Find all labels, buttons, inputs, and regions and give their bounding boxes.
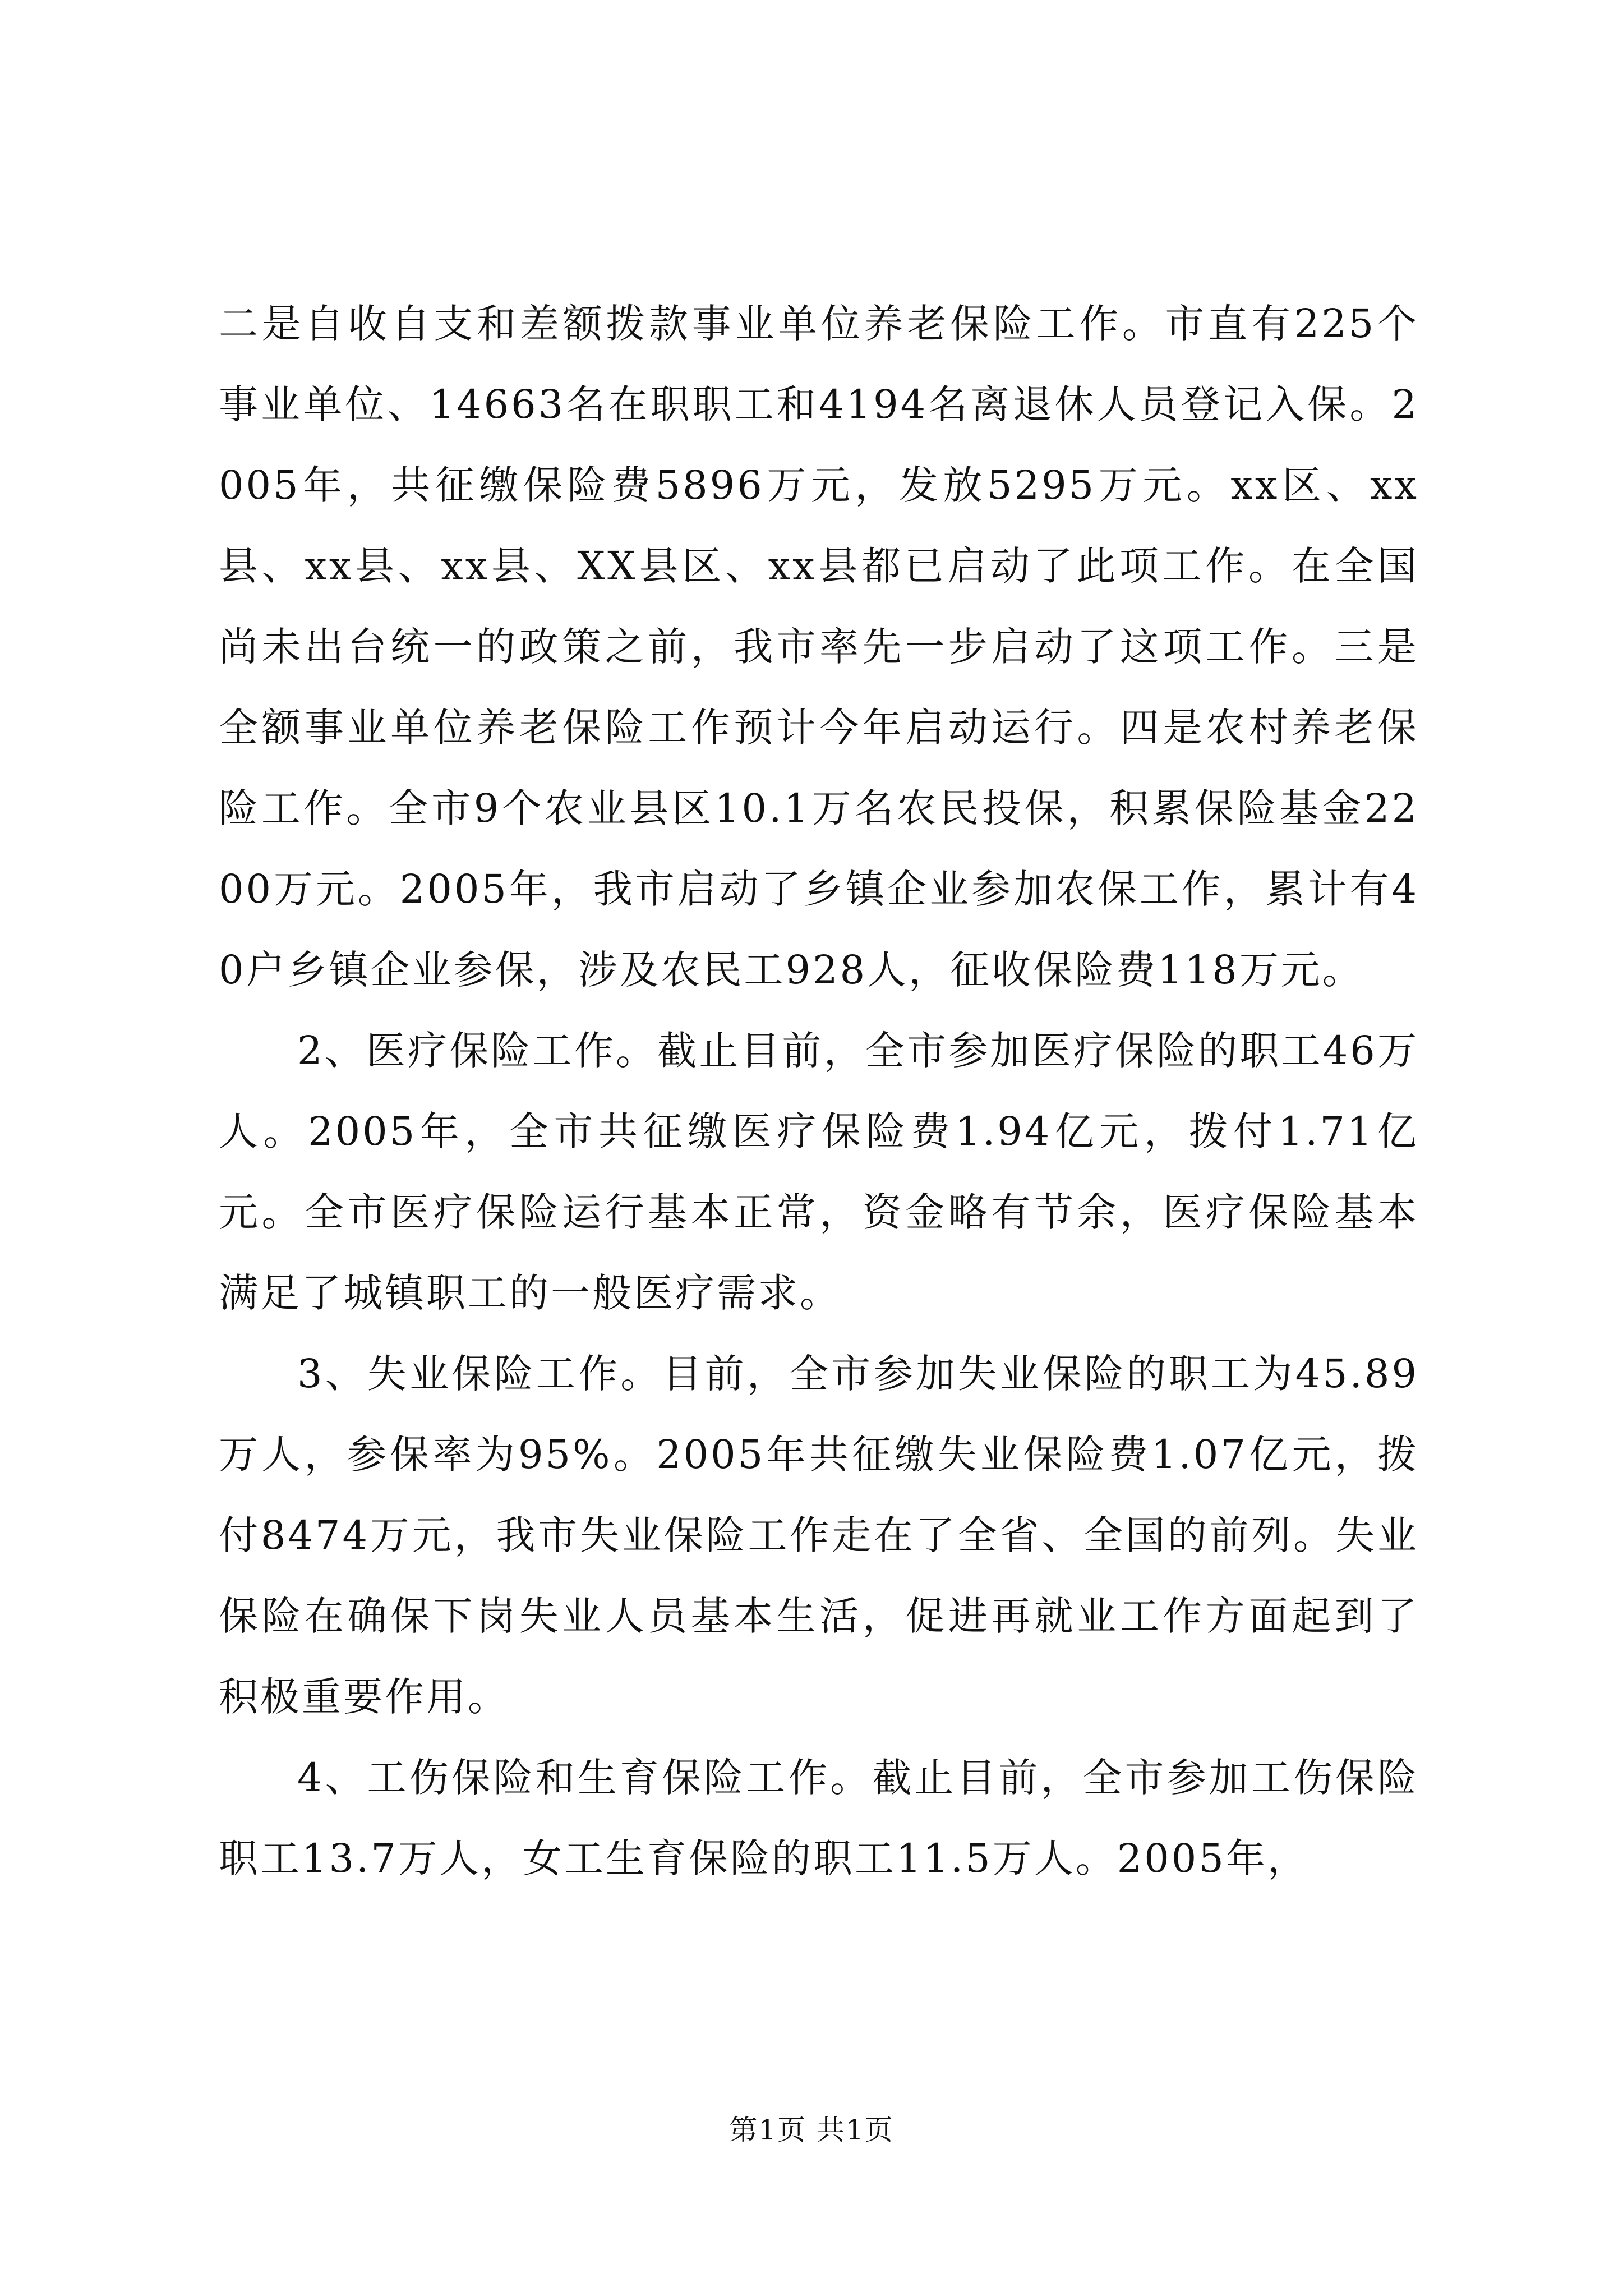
paragraph-unemployment-insurance: 3、失业保险工作。目前，全市参加失业保险的职工为45.89万人，参保率为95%。2005年共征缴失业保险费1.07亿元，拨付8474万元，我市失业保险工作走在了全省、全国的前列。失业保险在确保下岗失业人员基本生活，促进再就业工作方面起到了积极重要作用。: [219, 1351, 1419, 1720]
paragraph-injury-maternity-insurance: 4、工伤保险和生育保险工作。截止目前，全市参加工伤保险职工13.7万人，女工生育保险的职工11.5万人。2005年，: [219, 1755, 1419, 1881]
page-number-footer: 第1页 共1页: [729, 2114, 894, 2146]
document-body: [219, 283, 1419, 1899]
paragraph-pension-institutions: 二是自收自支和差额拨款事业单位养老保险工作。市直有225个事业单位、14663名在职职工和4194名离退休人员登记入保。2005年，共征缴保险费5896万元，发放5295万元。xx区、xx县、xx县、xx县、XX县区、xx县都已启动了此项工作。在全国尚未出台统一的政策之前，我市率先一步启动了这项工作。三是全额事业单位养老保险工作预计今年启动运行。四是农村养老保险工作。全市9个农业县区10.1万名农民投保，积累保险基金2200万元。2005年，我市启动了乡镇企业参加农保工作，累计有40户乡镇企业参保，涉及农民工928人，征收保险费118万元。: [219, 301, 1419, 993]
paragraph-medical-insurance: 2、医疗保险工作。截止目前，全市参加医疗保险的职工46万人。2005年，全市共征缴医疗保险费1.94亿元，拨付1.71亿元。全市医疗保险运行基本正常，资金略有节余，医疗保险基本满足了城镇职工的一般医疗需求。: [219, 1028, 1419, 1316]
